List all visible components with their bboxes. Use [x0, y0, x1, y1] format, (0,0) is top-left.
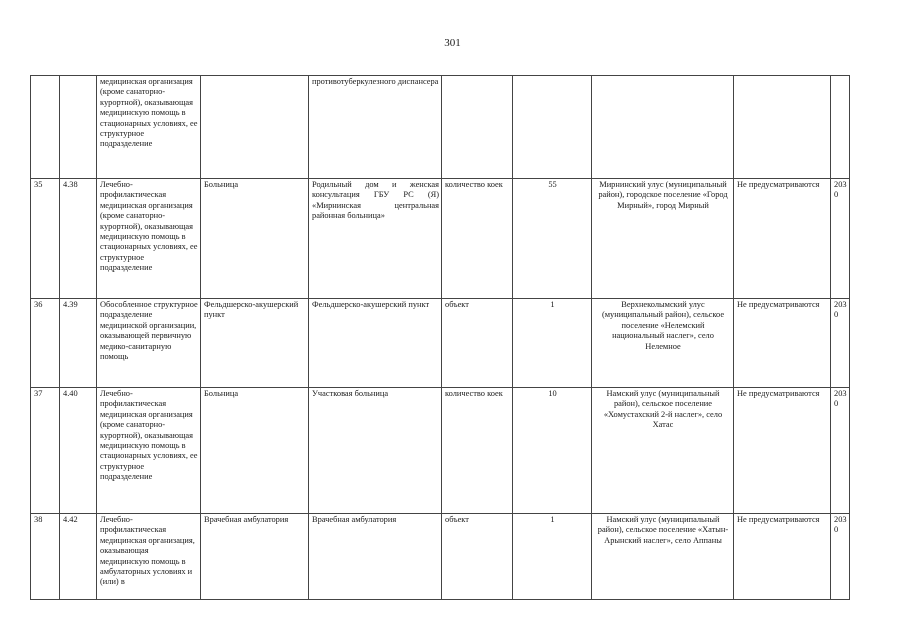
row-quantity: 1	[513, 299, 592, 388]
row-purpose: Больница	[201, 179, 309, 299]
table-row	[31, 179, 850, 299]
row-object-name: Родильный дом и женская консультация ГБУ РС (Я) «Мирнинская центральная районная больница»	[309, 179, 442, 299]
row-code: 4.39	[60, 299, 97, 388]
row-unit	[442, 76, 513, 179]
table-row	[31, 299, 850, 388]
row-location: Верхнеколымский улус (муниципальный район), сельское поселение «Нелемский национальный наслег», село Нелемное	[592, 299, 734, 388]
row-location: Намский улус (муниципальный район), сельское поселение «Хомустахский 2-й наслег», село Хатас	[592, 388, 734, 514]
row-unit: объект	[442, 514, 513, 600]
row-year: 2030	[831, 388, 850, 514]
row-number: 36	[31, 299, 60, 388]
row-purpose: Больница	[201, 388, 309, 514]
table-row	[31, 76, 850, 179]
row-code	[60, 76, 97, 179]
row-year: 2030	[831, 179, 850, 299]
row-zones: Не предусматриваются	[734, 388, 831, 514]
row-purpose: Врачебная амбулатория	[201, 514, 309, 600]
row-zones: Не предусматриваются	[734, 514, 831, 600]
row-number: 35	[31, 179, 60, 299]
row-unit: количество коек	[442, 179, 513, 299]
row-year: 2030	[831, 514, 850, 600]
row-quantity: 1	[513, 514, 592, 600]
row-number: 37	[31, 388, 60, 514]
row-object-type: Лечебно-профилактическая медицинская организация (кроме санаторно-курортной), оказывающая медицинскую помощь в стационарных условиях, ее структурное подразделение	[97, 388, 201, 514]
row-quantity: 10	[513, 388, 592, 514]
row-quantity: 55	[513, 179, 592, 299]
row-code: 4.40	[60, 388, 97, 514]
table-row	[31, 514, 850, 600]
row-number: 38	[31, 514, 60, 600]
row-location: Мирнинский улус (муниципальный район), городское поселение «Город Мирный», город Мирный	[592, 179, 734, 299]
row-object-type: Лечебно-профилактическая медицинская организация (кроме санаторно-курортной), оказывающая медицинскую помощь в стационарных условиях, ее структурное подразделение	[97, 179, 201, 299]
row-unit: объект	[442, 299, 513, 388]
row-zones: Не предусматриваются	[734, 179, 831, 299]
row-object-name: Врачебная амбулатория	[309, 514, 442, 600]
row-object-name: противотуберкулезного диспансера	[309, 76, 442, 179]
row-purpose: Фельдшерско-акушерский пункт	[201, 299, 309, 388]
row-purpose	[201, 76, 309, 179]
row-code: 4.38	[60, 179, 97, 299]
page-number: 301	[444, 37, 461, 49]
objects-table	[30, 75, 850, 600]
row-number	[31, 76, 60, 179]
row-unit: количество коек	[442, 388, 513, 514]
row-object-type: медицинская организация (кроме санаторно-курортной), оказывающая медицинскую помощь в стационарных условиях, ее структурное подразделение	[97, 76, 201, 179]
row-zones: Не предусматриваются	[734, 299, 831, 388]
row-location: Намский улус (муниципальный район), сельское поселение «Хатын-Арынский наслег», село Аппаны	[592, 514, 734, 600]
row-quantity	[513, 76, 592, 179]
row-location	[592, 76, 734, 179]
row-year: 2030	[831, 299, 850, 388]
row-object-name: Фельдшерско-акушерский пункт	[309, 299, 442, 388]
table-row	[31, 388, 850, 514]
row-object-name: Участковая больница	[309, 388, 442, 514]
row-code: 4.42	[60, 514, 97, 600]
row-year	[831, 76, 850, 179]
row-object-type: Лечебно-профилактическая медицинская организация, оказывающая медицинскую помощь в амбулаторных условиях и (или) в	[97, 514, 201, 600]
row-object-type: Обособленное структурное подразделение медицинской организации, оказывающей первичную медико-санитарную помощь	[97, 299, 201, 388]
row-zones	[734, 76, 831, 179]
